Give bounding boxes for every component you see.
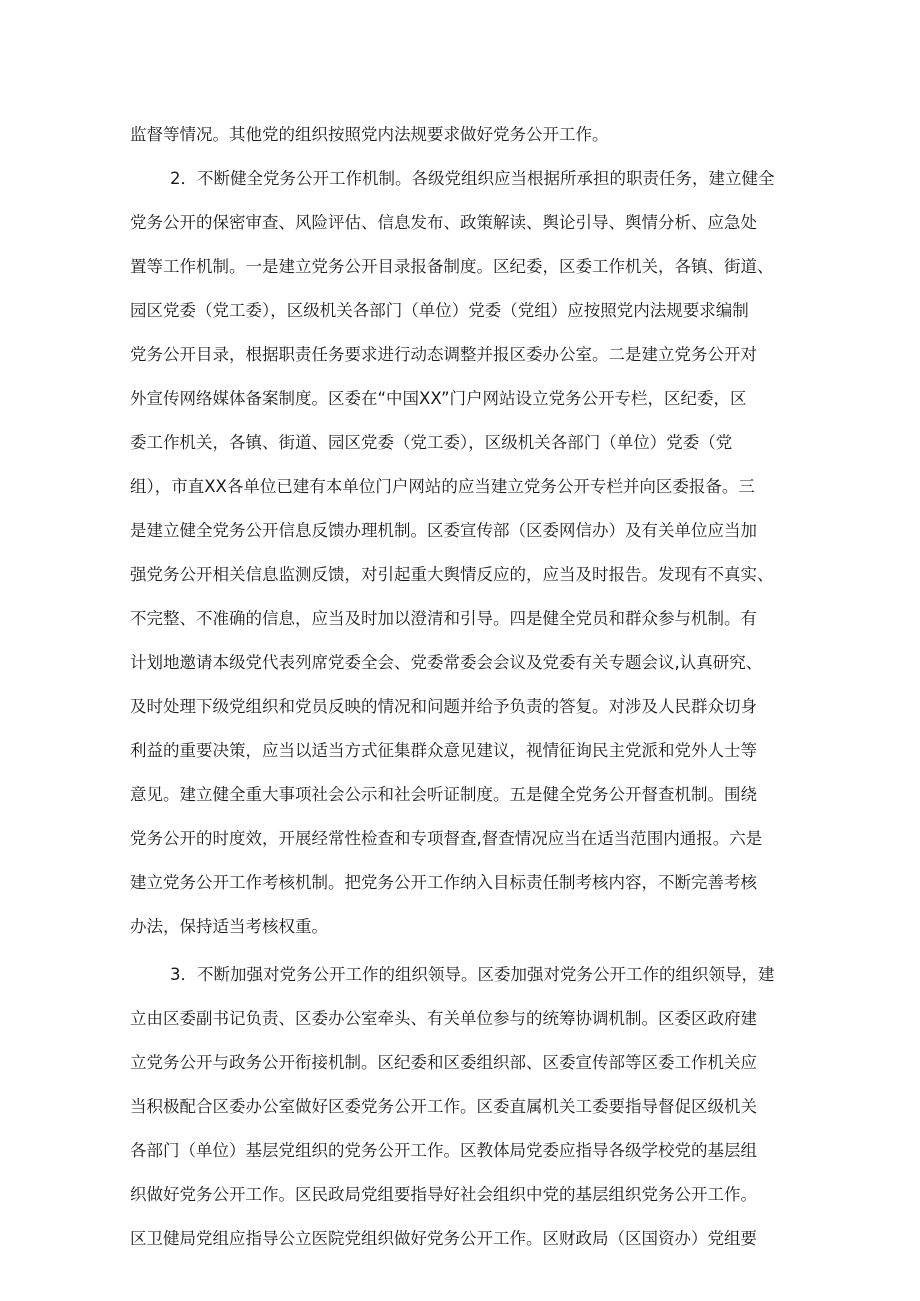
text-line: 建立党务公开工作考核机制。把党务公开工作纳入目标责任制考核内容，不断完善考核 [130,873,757,892]
text-line: 办法，保持适当考核权重。 [130,917,328,936]
text-line: 3．不断加强对党务公开工作的组织领导。区委加强对党务公开工作的组织领导，建 [170,965,775,984]
text-line: 计划地邀请本级党代表列席党委全会、党委常委会会议及党委有关专题会议,认真研究、 [130,653,763,672]
text-line: 立党务公开与政务公开衔接机制。区纪委和区委组织部、区委宣传部等区委工作机关应 [130,1053,757,1072]
text-line: 立由区委副书记负责、区委办公室牵头、有关单位参与的统筹协调机制。区委区政府建 [130,1009,757,1028]
text-line: 及时处理下级党组织和党员反映的情况和问题并给予负责的答复。对涉及人民群众切身 [130,697,757,716]
text-line: 外宣传网络媒体备案制度。区委在“中国XX”门户网站设立党务公开专栏，区纪委，区 [130,389,747,408]
text-line: 当积极配合区委办公室做好区委党务公开工作。区委直属机关工委要指导督促区级机关 [130,1097,757,1116]
text-line: 利益的重要决策，应当以适当方式征集群众意见建议，视情征询民主党派和党外人士等 [130,741,757,760]
text-line: 区卫健局党组应指导公立医院党组织做好党务公开工作。区财政局（区国资办）党组要 [130,1229,757,1248]
text-line: 意见。建立健全重大事项社会公示和社会听证制度。五是健全党务公开督查机制。围绕 [130,785,757,804]
text-line: 2．不断健全党务公开工作机制。各级党组织应当根据所承担的职责任务，建立健全 [170,169,775,188]
text-line: 委工作机关，各镇、街道、园区党委（党工委），区级机关各部门（单位）党委（党 [130,433,733,452]
text-line: 党务公开的时度效，开展经常性检查和专项督查,督查情况应当在适当范围内通报。六是 [130,829,763,848]
text-line: 各部门（单位）基层党组织的党务公开工作。区教体局党委应指导各级学校党的基层组 [130,1141,757,1160]
text-line: 强党务公开相关信息监测反馈，对引起重大舆情反应的，应当及时报告。发现有不真实、 [130,565,774,584]
text-line: 党务公开目录，根据职责任务要求进行动态调整并报区委办公室。二是建立党务公开对 [130,345,757,364]
text-line: 党务公开的保密审查、风险评估、信息发布、政策解读、舆论引导、舆情分析、应急处 [130,213,757,232]
text-line: 置等工作机制。一是建立党务公开目录报备制度。区纪委，区委工作机关，各镇、街道、 [130,257,774,276]
text-line: 不完整、不准确的信息，应当及时加以澄清和引导。四是健全党员和群众参与机制。有 [130,609,757,628]
text-line: 织做好党务公开工作。区民政局党组要指导好社会组织中党的基层组织党务公开工作。 [130,1185,757,1204]
text-line: 监督等情况。其他党的组织按照党内法规要求做好党务公开工作。 [130,125,609,144]
text-line: 园区党委（党工委），区级机关各部门（单位）党委（党组）应按照党内法规要求编制 [130,301,749,320]
text-line: 组），市直XX各单位已建有本单位门户网站的应当建立党务公开专栏并向区委报备。三 [130,477,755,496]
text-line: 是建立健全党务公开信息反馈办理机制。区委宣传部（区委网信办）及有关单位应当加 [130,521,757,540]
